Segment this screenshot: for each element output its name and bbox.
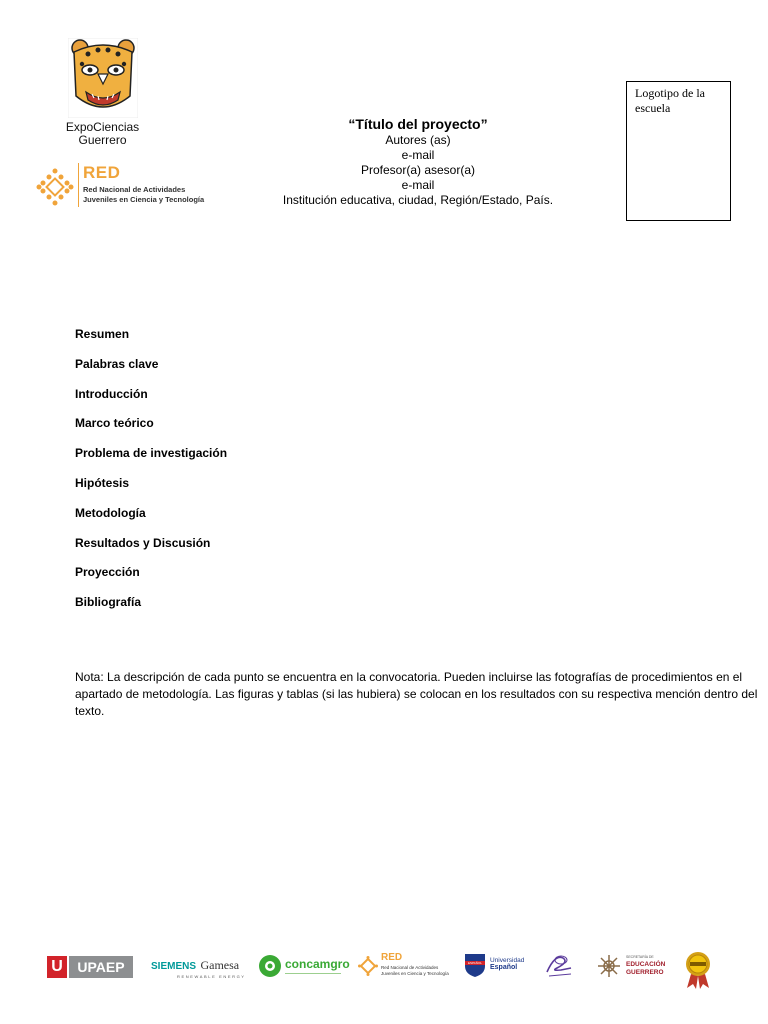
- sep-line3: GUERRERO: [626, 969, 664, 976]
- section-resumen: Resumen: [75, 327, 130, 341]
- universidad-text: Universidad: [490, 957, 525, 964]
- school-logo-text-2: escuela: [635, 101, 671, 115]
- concamgro-underline: [285, 973, 341, 974]
- authors-line: Autores (as): [385, 133, 451, 147]
- expociencias-text-line2: Guerrero: [78, 133, 127, 147]
- section-hipotesis: Hipótesis: [75, 475, 130, 490]
- universidad-espanol-shield-icon: [463, 952, 487, 978]
- section-proyeccion: Proyección: [75, 565, 140, 580]
- section-bibliografia: Bibliografía: [75, 595, 142, 610]
- expociencias-jaguar-logo: [68, 38, 138, 118]
- sep-guerrero-logo: [596, 952, 666, 980]
- siemens-gamesa-logo: [151, 956, 246, 980]
- concamgro-logo: [258, 953, 350, 979]
- upaep-u-icon: U: [47, 956, 67, 978]
- red-small-diamond-icon: [358, 956, 378, 976]
- email-line-2: e-mail: [401, 178, 435, 192]
- school-logo-text-1: Logotipo de la: [635, 86, 705, 100]
- title-block: [270, 116, 566, 208]
- section-palabras-clave: Palabras clave: [75, 356, 159, 371]
- expociencias-logo-text: [50, 121, 155, 147]
- gamesa-text: Gamesa: [200, 958, 240, 972]
- red-divider: [78, 163, 79, 207]
- red-small-sub2: Juveniles en Ciencia y Tecnología: [381, 971, 449, 976]
- red-small-logo: [358, 952, 448, 982]
- sponsor-logos-footer: [0, 948, 768, 992]
- email-line-1: e-mail: [401, 148, 435, 162]
- section-problema: Problema de investigación: [75, 446, 228, 461]
- section-metodologia: Metodología: [75, 505, 146, 520]
- red-small-title: RED: [381, 952, 403, 963]
- section-list: [75, 326, 227, 624]
- red-diamond-icon: [36, 168, 74, 206]
- red-logo-subtitle-2: Juveniles en Ciencia y Tecnología: [83, 195, 205, 204]
- section-introduccion: Introducción: [75, 386, 148, 401]
- sep-line2: EDUCACIÓN: [626, 961, 666, 968]
- espanol-text: Español: [490, 964, 518, 971]
- universidad-espanol-badge-text: ESPAÑOL: [468, 961, 482, 965]
- upaep-text: UPAEP: [69, 956, 133, 978]
- section-marco-teorico: Marco teórico: [75, 416, 154, 431]
- siemens-text: SIEMENS: [151, 961, 197, 972]
- script-signature-logo: [543, 950, 575, 980]
- concamgro-icon: [258, 954, 282, 978]
- siemens-sub-text: RENEWABLE ENERGY: [177, 974, 246, 979]
- expociencias-text-line1: ExpoCiencias: [65, 120, 140, 134]
- red-logo-title: RED: [83, 163, 121, 182]
- red-logo-subtitle-1: Red Nacional de Actividades: [83, 185, 186, 194]
- gold-medal-seal-icon: [683, 950, 713, 990]
- institution-line: Institución educativa, ciudad, Región/Estado, País.: [282, 193, 554, 207]
- note-paragraph: Nota: La descripción de cada punto se encuentra en la convocatoria. Pueden incluirse las fotografías de procedimientos en el apartado de metodología. Las figuras y tablas (si las hubiera) se colocan en los resultados con su respectiva mención dentro del texto.: [75, 670, 758, 718]
- sep-line1: SECRETARÍA DE: [626, 955, 654, 959]
- sep-guerrero-emblem-icon: [596, 953, 622, 979]
- section-resultados: Resultados y Discusión: [75, 535, 211, 550]
- school-logo-box: [626, 81, 731, 221]
- advisor-line: Profesor(a) asesor(a): [360, 163, 476, 177]
- project-title: “Título del proyecto”: [348, 116, 488, 132]
- concamgro-text: concamgro: [285, 957, 350, 971]
- red-small-sub1: Red Nacional de Actividades: [381, 965, 439, 970]
- universidad-espanol-logo: [463, 952, 531, 980]
- upaep-logo: [47, 956, 133, 978]
